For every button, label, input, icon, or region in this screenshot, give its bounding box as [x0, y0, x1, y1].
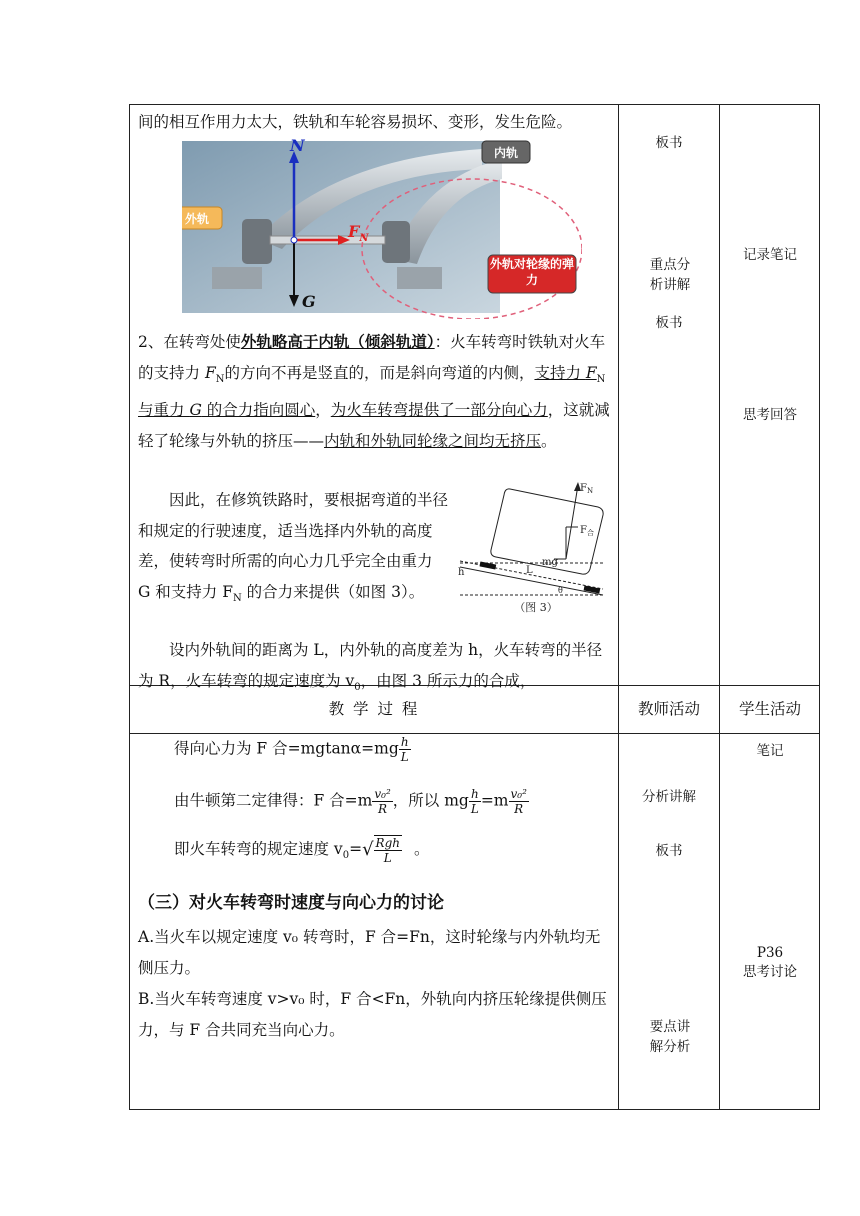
fig3-caption: （图 3）: [514, 601, 558, 614]
para2-comma: ，: [315, 401, 331, 420]
eq2-fraction-1: $\frac{\text{v₀²}}{R}$: [374, 787, 391, 816]
bottom-student-1: 笔记: [756, 743, 784, 759]
fig3-label-h: h: [458, 567, 465, 578]
section-heading: （三）对火车转弯时速度与向心力的讨论: [138, 893, 444, 913]
fig3-label-Fhe: $F_合$: [580, 525, 594, 537]
para2-key-point: 外轨略高于内轨（倾斜轨道）: [240, 332, 435, 351]
lesson-table: [129, 104, 820, 1110]
top-teacher-3: 板书: [655, 315, 683, 331]
equation-1: 得向心力为 F 合=mgtanα=mg $\frac{h}{L}$: [174, 735, 409, 764]
paragraph-2: [138, 327, 612, 456]
eq2-fraction-3: $\frac{\text{v₀²}}{R}$: [510, 787, 527, 816]
top-content: [138, 107, 612, 138]
para2-fn: F: [204, 363, 216, 382]
item-a: A.当火车以规定速度 v₀ 转弯时，F 合=Fn，这时轮缘与内外轨均无侧压力。: [138, 928, 601, 977]
paragraph-1: 间的相互作用力太大，铁轨和车轮容易损坏、变形，发生危险。: [138, 113, 573, 131]
fig3-label-mg: mg: [542, 557, 558, 568]
label-FN: $F_N$: [348, 222, 369, 244]
para2-fn-sub: N: [215, 373, 225, 385]
fn-vector: [566, 485, 578, 559]
force-label: 外轨对轮缘的弹力: [490, 257, 574, 287]
rail-right: [584, 586, 601, 594]
eq3-fraction: $\frac{\text{Rgh}}{L}$: [375, 836, 400, 865]
wheel-left: [242, 219, 272, 264]
para2-underline-1: 支持力 $F_N$与重力 G 的合力指向圆心: [138, 363, 606, 420]
inner-rail-label: 内轨: [493, 146, 519, 160]
figure-wheel-on-rail: [182, 139, 582, 319]
label-N: N: [290, 139, 305, 155]
force-origin: [291, 237, 297, 243]
sqrt-sign: √: [362, 839, 374, 860]
equation-3: 即火车转弯的规定速度 $v_0=√$ $\frac{\text{Rgh}}{L}$ 。: [174, 836, 430, 865]
para2-underline-2: 为火车转弯提供了一部分向心力: [330, 401, 548, 420]
top-teacher-2: 重点分析讲解: [649, 257, 691, 293]
paragraph-3: 因此，在修筑铁路时，要根据弯道的半径和规定的行驶速度，适当选择内外轨的高度差，使转弯时所需的向心力几乎完全由重力 G 和支持力 $F_N$ 的合力来提供（如图 3）。: [138, 491, 449, 604]
top-student-2: 思考回答: [743, 407, 797, 423]
para2-prefix: 2、在转弯处使: [138, 333, 241, 351]
top-student-1: 记录笔记: [743, 247, 797, 263]
column-divider-1: [618, 105, 619, 1109]
fig3-label-L: L: [526, 565, 533, 576]
outer-rail-label: 外轨: [184, 212, 210, 226]
header-process: 教 学 过 程: [328, 700, 420, 718]
paragraph-4: 设内外轨间的距离为 L，内外轨的高度差为 h，火车转弯的半径为 R，火车转弯的规定速度为 $v_0$，由图 3 所示力的合成，: [138, 641, 603, 693]
bottom-teacher-1: 分析讲解: [642, 789, 696, 805]
fig3-label-FN: $F_N$: [580, 483, 594, 495]
item-b: B.当火车转弯速度 v>v₀ 时，F 合<Fn，外轨向内挤压轮缘提供侧压力，与 F 合共同充当向心力。: [138, 990, 607, 1039]
eq1-fraction: $\frac{h}{L}$: [400, 735, 409, 764]
fig3-label-theta: θ: [558, 586, 563, 595]
rail-base-left: [212, 267, 262, 289]
para2-text3: ，这就减轻了轮缘与外轨的挤压——: [138, 401, 610, 450]
header-teacher: 教师活动: [637, 700, 700, 718]
bottom-teacher-2: 板书: [655, 843, 683, 859]
bottom-student-3: 思考讨论: [743, 964, 797, 980]
row-divider-2: [130, 733, 819, 734]
label-G: G: [302, 292, 316, 311]
figure-3-force-diagram: [458, 477, 616, 619]
wheel-right: [382, 221, 410, 263]
header-student: 学生活动: [738, 700, 801, 718]
bottom-teacher-3: 要点讲解分析: [649, 1019, 691, 1055]
para2-text2: 的方向不再是竖直的，而是斜向弯道的内侧，: [224, 363, 535, 382]
top-teacher-1: 板书: [655, 135, 683, 151]
force-label-wrap: [490, 256, 574, 292]
rail-base-right: [397, 267, 442, 289]
eq2-fraction-2: $\frac{h}{L}$: [470, 787, 479, 816]
equation-2: 由牛顿第二定律得：F 合=m $\frac{\text{v₀²}}{R}$ ，所以 mg $\frac{h}{L}$ =m $\frac{\text{v₀²}}{R}$: [174, 787, 527, 816]
para2-end: 。: [541, 431, 557, 450]
para2-underline-3: 内轨和外轨同轮缘之间均无挤压: [324, 431, 542, 450]
bottom-student-2: P36: [756, 945, 784, 961]
para2-text1: ：火车转弯时铁轨对火车的支持力: [138, 333, 606, 382]
